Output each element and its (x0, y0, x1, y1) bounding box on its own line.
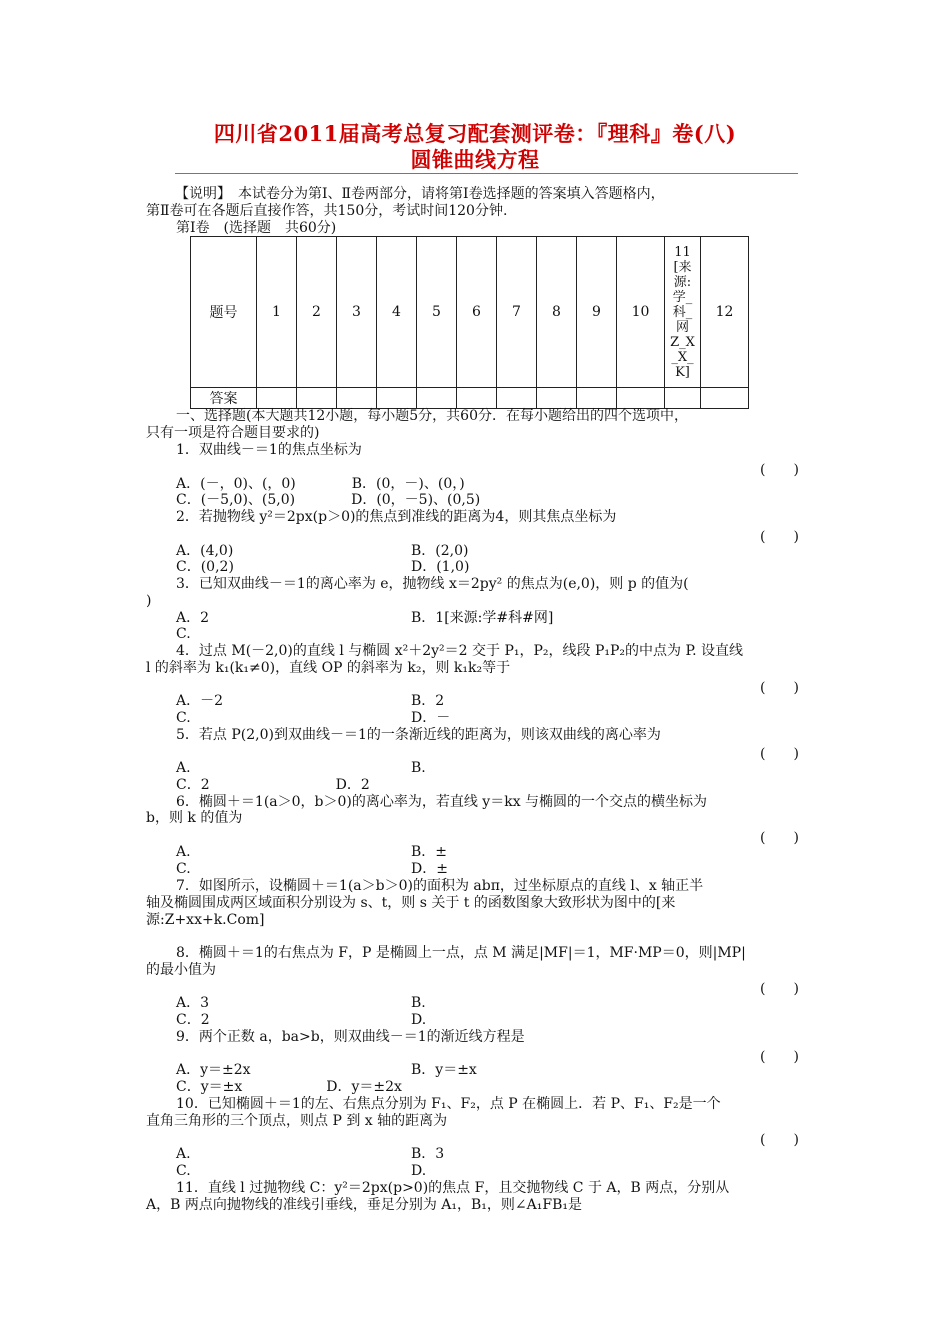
q2-option-b: B．(2,0) (411, 543, 469, 559)
question-1: 1．双曲线－＝1的焦点坐标为 (176, 442, 362, 458)
table-row-answers (191, 388, 749, 409)
question-7-cont: 轴及椭圆围成两区域面积分别设为 s、t，则 s 关于 t 的函数图象大致形状为图中的[来 (146, 895, 676, 911)
q10-option-a: A. (176, 1146, 191, 1162)
answer-cell[interactable] (701, 388, 749, 409)
question-11: 11．直线 l 过抛物线 C：y²＝2px(p>0)的焦点 F，且交抛物线 C 于 A，B 两点，分别从 (176, 1180, 730, 1196)
q1-options-cd: C．(－5,0)、(5,0) D．(0，－5)、(0,5) (176, 492, 481, 508)
answer-cell[interactable] (577, 388, 617, 409)
q6-option-d: D．± (411, 861, 448, 877)
answer-cell[interactable] (377, 388, 417, 409)
question-3-cont: ) (146, 593, 152, 609)
q2-option-c: C．(0,2) (176, 559, 234, 575)
answer-blank: ( ) (760, 529, 799, 545)
answer-blank: ( ) (760, 746, 799, 762)
answer-blank: ( ) (760, 1049, 799, 1065)
q2-option-d: D．(1,0) (411, 559, 470, 575)
page-subtitle: 圆锥曲线方程 (410, 147, 540, 172)
page-title: 四川省2011届高考总复习配套测评卷：『理科』卷(八) (213, 121, 737, 146)
q4-option-c: C. (176, 710, 191, 726)
section1-line-1: 一、选择题(本大题共12小题，每小题5分，共60分．在每小题给出的四个选项中， (176, 408, 688, 424)
answer-blank: ( ) (760, 1132, 799, 1148)
table-cell-number: 11 [来 源: 学_ 科_ 网 Z_X _X_ K] (665, 237, 701, 388)
q9-option-b: B．y＝±x (411, 1062, 477, 1078)
question-4: 4．过点 M(－2,0)的直线 l 与椭圆 x²＋2y²＝2 交于 P₁，P₂，线段 P₁P₂的中点为 P. 设直线 (176, 643, 743, 659)
question-8: 8．椭圆＋＝1的右焦点为 F，P 是椭圆上一点，点 M 满足|MF|＝1，MF·MP＝0，则|MP| (176, 945, 746, 961)
q6-option-c: C. (176, 861, 191, 877)
table-cell-number: 10 (617, 237, 665, 388)
table-cell-number: 7 (497, 237, 537, 388)
question-10: 10．已知椭圆＋＝1的左、右焦点分别为 F₁、F₂，点 P 在椭圆上．若 P、F₁、F₂是一个 (176, 1096, 721, 1112)
answer-cell[interactable] (337, 388, 377, 409)
table-cell-number: 8 (537, 237, 577, 388)
question-7: 7．如图所示，设椭圆＋＝1(a＞b＞0)的面积为 abπ，过坐标原点的直线 l、x 轴正半 (176, 878, 704, 894)
answer-cell[interactable] (457, 388, 497, 409)
question-3: 3．已知双曲线－＝1的离心率为 e，抛物线 x＝2py² 的焦点为(e,0)，则 p 的值为( (176, 576, 689, 592)
q4-option-a: A．－2 (176, 693, 224, 709)
q9-option-a: A．y＝±2x (176, 1062, 251, 1078)
q5-option-b: B. (411, 760, 426, 776)
answer-cell[interactable] (537, 388, 577, 409)
question-7-cont-2: 源:Z+xx+k.Com] (146, 912, 265, 928)
q8-option-a: A．3 (176, 995, 210, 1011)
question-6-cont: b，则 k 的值为 (146, 810, 243, 826)
intro-line-1: 【说明】 本试卷分为第Ⅰ、Ⅱ卷两部分，请将第Ⅰ卷选择题的答案填入答题格内， (175, 186, 665, 202)
answer-cell[interactable] (257, 388, 297, 409)
table-cell-number: 2 (297, 237, 337, 388)
q10-option-b: B．3 (411, 1146, 445, 1162)
q10-option-c: C. (176, 1163, 191, 1179)
table-header-answer: 答案 (191, 388, 257, 409)
q9-options-cd: C．y＝±x D．y＝±2x (176, 1079, 402, 1095)
table-cell-number: 6 (457, 237, 497, 388)
q8-option-d: D. (411, 1012, 427, 1028)
table-cell-number: 1 (257, 237, 297, 388)
table-row-numbers (191, 237, 749, 388)
table-cell-number: 4 (377, 237, 417, 388)
question-9: 9．两个正数 a，ba>b，则双曲线－＝1的渐近线方程是 (176, 1029, 525, 1045)
q5-option-a: A. (176, 760, 191, 776)
answer-blank: ( ) (760, 981, 799, 997)
answer-table (190, 236, 749, 409)
answer-cell[interactable] (417, 388, 457, 409)
q8-option-c: C．2 (176, 1012, 210, 1028)
table-cell-number: 5 (417, 237, 457, 388)
q3-option-b: B．1[来源:学#科#网] (411, 610, 554, 626)
answer-blank: ( ) (760, 830, 799, 846)
answer-cell[interactable] (617, 388, 665, 409)
q6-option-b: B．± (411, 844, 448, 860)
table-cell-number: 12 (701, 237, 749, 388)
question-4-cont: l 的斜率为 k₁(k₁≠0)，直线 OP 的斜率为 k₂，则 k₁k₂等于 (146, 660, 511, 676)
title-divider (175, 173, 798, 174)
answer-blank: ( ) (760, 680, 799, 696)
answer-cell[interactable] (497, 388, 537, 409)
question-11-cont: A，B 两点向抛物线的准线引垂线，垂足分别为 A₁，B₁，则∠A₁FB₁是 (146, 1197, 582, 1213)
table-cell-number: 3 (337, 237, 377, 388)
question-2: 2．若抛物线 y²＝2px(p＞0)的焦点到准线的距离为4，则其焦点坐标为 (176, 509, 617, 525)
answer-cell[interactable] (297, 388, 337, 409)
q8-option-b: B. (411, 995, 426, 1011)
q2-option-a: A．(4,0) (176, 543, 234, 559)
q3-option-c: C. (176, 626, 191, 642)
table-header-number: 题号 (191, 237, 257, 388)
section1-line-2: 只有一项是符合题目要求的) (146, 425, 320, 441)
question-6: 6．椭圆＋＝1(a＞0，b＞0)的离心率为，若直线 y＝kx 与椭圆的一个交点的横坐标为 (176, 794, 708, 810)
answer-blank: ( ) (760, 462, 799, 478)
question-10-cont: 直角三角形的三个顶点，则点 P 到 x 轴的距离为 (146, 1113, 448, 1129)
q6-option-a: A. (176, 844, 191, 860)
answer-cell[interactable] (665, 388, 701, 409)
intro-line-2: 第Ⅱ卷可在各题后直接作答，共150分，考试时间120分钟. (146, 203, 508, 219)
q5-options-cd: C．2 D．2 (176, 777, 370, 793)
part1-heading: 第Ⅰ卷 (选择题 共60分) (176, 220, 337, 236)
q4-option-b: B．2 (411, 693, 445, 709)
q4-option-d: D．－ (411, 710, 451, 726)
q10-option-d: D. (411, 1163, 427, 1179)
q1-options-ab: A．(－，0)、(，0) B．(0，－)、(0，) (176, 476, 465, 492)
q3-option-a: A．2 (176, 610, 210, 626)
table-cell-number: 9 (577, 237, 617, 388)
question-8-cont: 的最小值为 (146, 962, 216, 978)
question-5: 5．若点 P(2,0)到双曲线－＝1的一条渐近线的距离为，则该双曲线的离心率为 (176, 727, 661, 743)
